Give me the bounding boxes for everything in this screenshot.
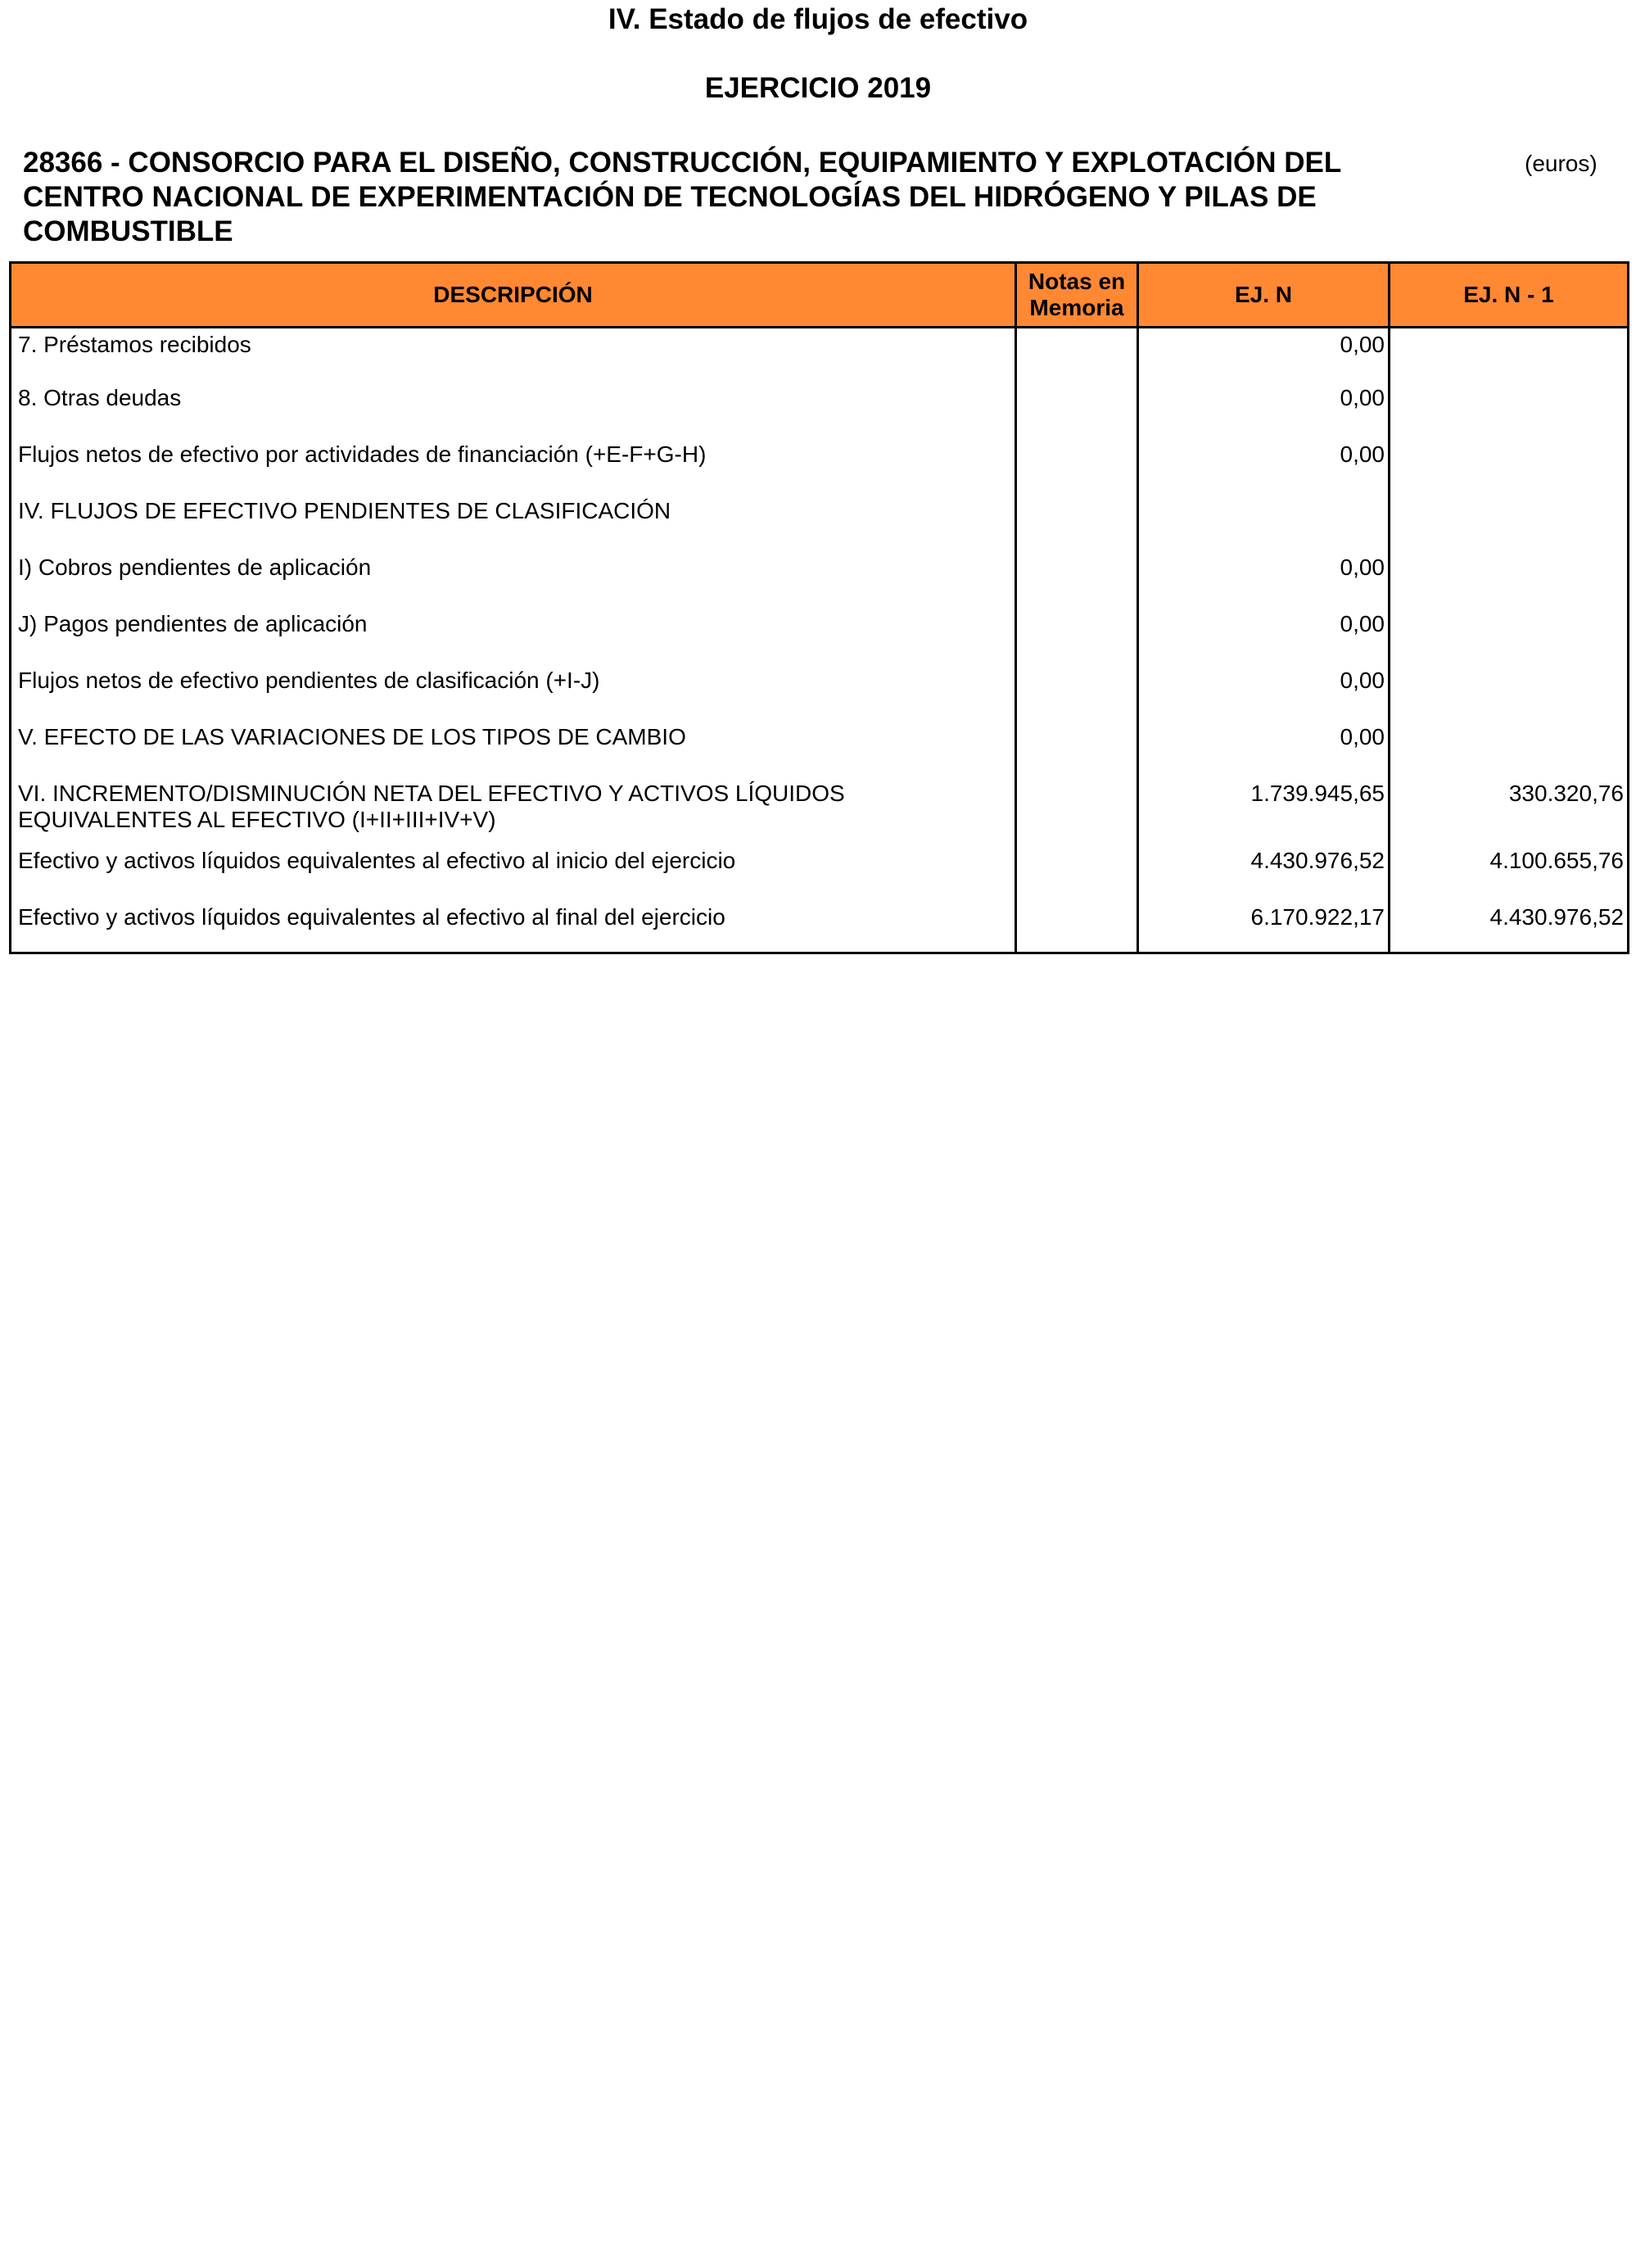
row-value-ej-n: 0,00 [1138,441,1390,498]
row-value-ej-n1 [1390,385,1629,441]
row-value-ej-n: 0,00 [1138,555,1390,611]
row-value-ej-n1 [1390,555,1629,611]
row-description: Efectivo y activos líquidos equivalentes al efectivo al final del ejercicio [11,904,1016,953]
table-row [11,724,1629,781]
row-value-ej-n: 0,00 [1138,385,1390,441]
row-notes [1016,781,1138,848]
row-notes [1016,668,1138,724]
row-value-ej-n: 6.170.922,17 [1138,904,1390,953]
row-description: V. EFECTO DE LAS VARIACIONES DE LOS TIPOS DE CAMBIO [11,724,1016,781]
row-notes [1016,555,1138,611]
table-row [11,611,1629,668]
row-notes [1016,611,1138,668]
fiscal-year: EJERCICIO 2019 [704,72,932,104]
table-header-row [11,263,1629,328]
col-header-ej-n: EJ. N [1138,263,1390,328]
row-notes [1016,385,1138,441]
row-notes [1016,904,1138,953]
row-description: J) Pagos pendientes de aplicación [11,611,1016,668]
table-row [11,781,1629,848]
row-value-ej-n1: 4.100.655,76 [1390,848,1629,904]
row-value-ej-n: 4.430.976,52 [1138,848,1390,904]
row-description: VI. INCREMENTO/DISMINUCIÓN NETA DEL EFECTIVO Y ACTIVOS LÍQUIDOS EQUIVALENTES AL EFECTIVO (I+II+III+IV+V) [11,781,1016,848]
table-row [11,441,1629,498]
row-notes [1016,498,1138,555]
row-value-ej-n: 0,00 [1138,328,1390,386]
row-value-ej-n: 0,00 [1138,611,1390,668]
row-notes [1016,724,1138,781]
row-value-ej-n1 [1390,611,1629,668]
table-row [11,848,1629,904]
row-value-ej-n: 0,00 [1138,724,1390,781]
table-row [11,904,1629,953]
col-header-ej-n1: EJ. N - 1 [1390,263,1629,328]
row-value-ej-n1: 4.430.976,52 [1390,904,1629,953]
col-header-descripcion: DESCRIPCIÓN [11,263,1016,328]
row-description: Flujos netos de efectivo por actividades de financiación (+E-F+G-H) [11,441,1016,498]
row-description: I) Cobros pendientes de aplicación [11,555,1016,611]
table-row [11,385,1629,441]
table-row [11,498,1629,555]
currency-units: (euros) [1525,151,1598,176]
row-description: 8. Otras deudas [11,385,1016,441]
row-value-ej-n1: 330.320,76 [1390,781,1629,848]
table-row [11,668,1629,724]
row-value-ej-n1 [1390,328,1629,386]
row-value-ej-n1 [1390,441,1629,498]
row-value-ej-n1 [1390,668,1629,724]
row-notes [1016,328,1138,386]
row-value-ej-n: 1.739.945,65 [1138,781,1390,848]
row-value-ej-n1 [1390,498,1629,555]
col-header-notas: Notas en Memoria [1016,263,1138,328]
cash-flow-table [9,261,1629,954]
row-description: Efectivo y activos líquidos equivalentes al efectivo al inicio del ejercicio [11,848,1016,904]
table-row [11,555,1629,611]
report-title: IV. Estado de flujos de efectivo [608,3,1028,35]
entity-name: 28366 - CONSORCIO PARA EL DISEÑO, CONSTRUCCIÓN, EQUIPAMIENTO Y EXPLOTACIÓN DEL CENTRO NACIONAL DE EXPERIMENTACIÓN DE TECNOLOGÍAS DEL HIDRÓGENO Y PILAS DE COMBUSTIBLE [23,147,1341,247]
table-row [11,328,1629,386]
row-value-ej-n [1138,498,1390,555]
row-description: IV. FLUJOS DE EFECTIVO PENDIENTES DE CLASIFICACIÓN [11,498,1016,555]
row-value-ej-n1 [1390,724,1629,781]
row-description: 7. Préstamos recibidos [11,328,1016,386]
row-notes [1016,848,1138,904]
row-notes [1016,441,1138,498]
row-value-ej-n: 0,00 [1138,668,1390,724]
row-description: Flujos netos de efectivo pendientes de clasificación (+I-J) [11,668,1016,724]
